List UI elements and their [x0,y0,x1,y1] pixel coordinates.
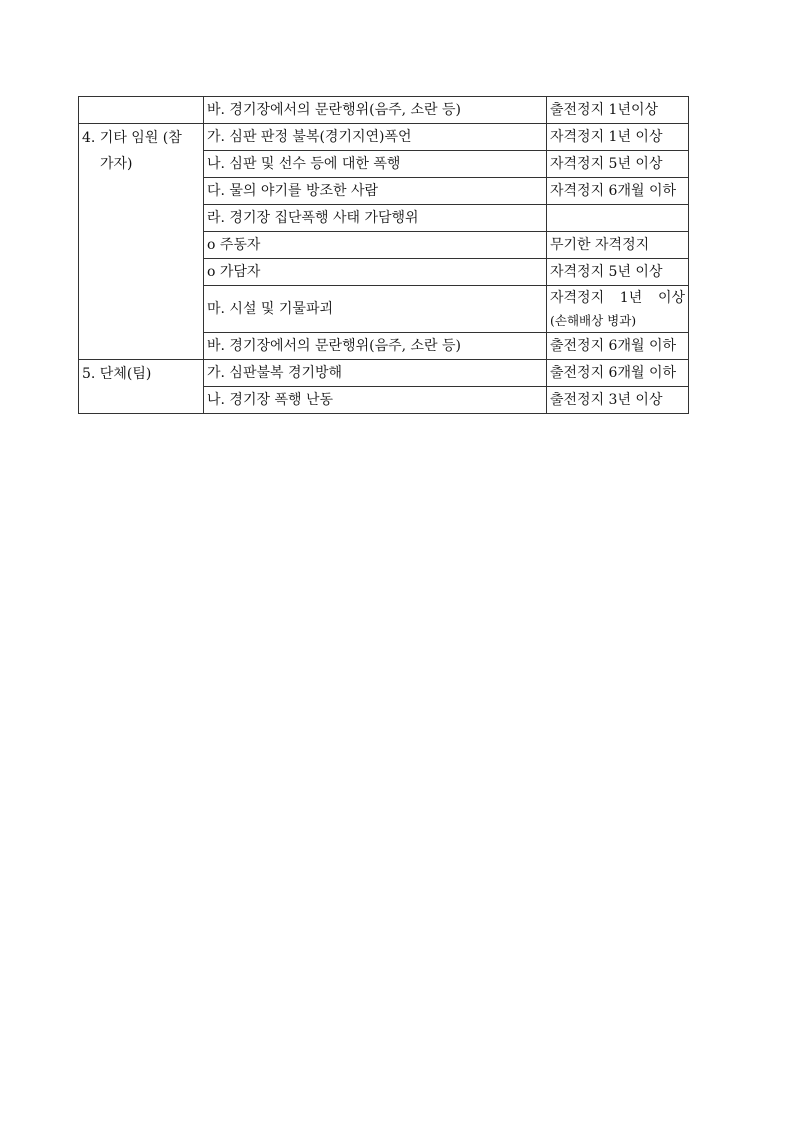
category-label-continued: 가자) [100,156,133,172]
penalty-cell: 자격정지 6개월 이하 [547,178,689,205]
penalty-cell: 자격정지 5년 이상 [547,259,689,286]
category-cell [79,97,204,124]
penalty-cell [547,286,689,333]
violation-subitem-cell: o 가담자 [204,259,547,286]
violation-cell: 바. 경기장에서의 문란행위(음주, 소란 등) [204,97,547,124]
penalty-cell: 자격정지 5년 이상 [547,151,689,178]
penalty-cell-empty [547,205,689,232]
violation-cell: 가. 심판 판정 불복(경기지연)폭언 [204,124,547,151]
category-cell-other-officials [79,124,204,360]
category-label: 5. 단체(팀) [82,366,152,382]
violation-subitem-cell: o 주동자 [204,232,547,259]
category-cell-team [79,360,204,414]
penalty-note: (손해배상 병과) [550,313,637,328]
penalty-table [78,96,689,414]
violation-cell: 마. 시설 및 기물파괴 [204,286,547,333]
penalty-cell: 출전정지 3년 이상 [547,387,689,414]
table-row [79,360,689,387]
category-label: 4. 기타 임원 (참 [82,130,182,146]
violation-cell: 바. 경기장에서의 문란행위(음주, 소란 등) [204,333,547,360]
penalty-cell: 출전정지 1년이상 [547,97,689,124]
violation-cell: 다. 물의 야기를 방조한 사람 [204,178,547,205]
penalty-text: 자격정지 1년 이상 [550,290,685,306]
table-row [79,124,689,151]
penalty-cell: 출전정지 6개월 이하 [547,333,689,360]
penalty-cell: 무기한 자격정지 [547,232,689,259]
violation-cell: 가. 심판불복 경기방해 [204,360,547,387]
violation-cell: 나. 심판 및 선수 등에 대한 폭행 [204,151,547,178]
violation-cell: 나. 경기장 폭행 난동 [204,387,547,414]
table-row [79,97,689,124]
penalty-cell: 자격정지 1년 이상 [547,124,689,151]
violation-cell: 라. 경기장 집단폭행 사태 가담행위 [204,205,547,232]
penalty-cell: 출전정지 6개월 이하 [547,360,689,387]
